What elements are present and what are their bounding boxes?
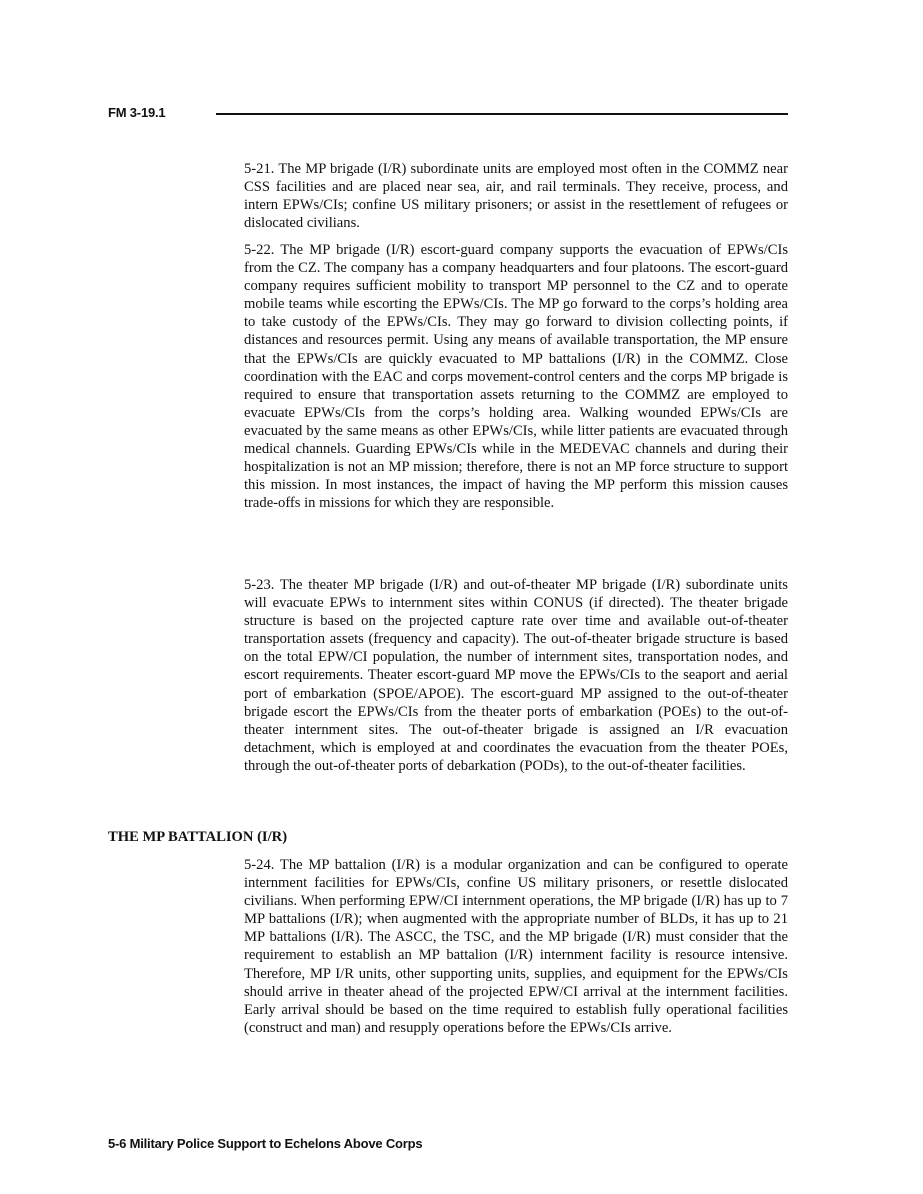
paragraph-5-21 — [244, 160, 788, 232]
paragraph-text: 5-24. The MP battalion (I/R) is a modular organization and can be configured to operate internment facilities for EPWs/CIs, confine US military prisoners, or resettle dislocated civilians. When performing EPW/CI internment operations, the MP brigade (I/R) has up to 7 MP battalions (I/R); when augmented with the appropriate number of BLDs, it has up to 21 MP battalions (I/R). The ASCC, the TSC, and the MP brigade (I/R) must consider that the requirement to establish an MP battalion (I/R) internment facility is resource intensive. Therefore, MP I/R units, other supporting units, supplies, and equipment for the EPWs/CIs should arrive in theater ahead of the projected EPW/CI arrival at the internment facilities. Early arrival should be based on the time required to establish fully operational facilities (construct and man) and resupply operations before the EPWs/CIs arrive. — [244, 857, 788, 1036]
paragraph-5-23 — [244, 576, 788, 775]
document-id: FM 3-19.1 — [108, 105, 166, 120]
paragraph-text: 5-22. The MP brigade (I/R) escort-guard company supports the evacuation of EPWs/CIs from the CZ. The company has a company headquarters and four platoons. The escort-guard company requires sufficient mobility to transport MP personnel to the CZ and to operate mobile teams while escorting the EPWs/CIs. The MP go forward to the corps’s holding area to take custody of the EPWs/CIs. They may go forward to division collecting points, if distances and resources permit. Using any means of available transportation, the MP ensure that the EPWs/CIs are quickly evacuated to MP battalions (I/R) in the COMMZ. Close coordination with the EAC and corps movement-control centers and the corps MP brigade is required to ensure that transportation assets returning to the COMMZ are employed to evacuate EPWs/CIs from the corps’s holding area. Walking wounded EPWs/CIs are evacuated by the same means as other EPWs/CIs, while litter patients are evacuated through medical channels. Guarding EPWs/CIs while in the MEDEVAC channels and during their hospitalization is not an MP mission; therefore, there is not an MP force structure to support this mission. In most instances, the impact of having the MP perform this mission causes trade-offs in missions for which they are responsible. — [244, 242, 788, 512]
paragraph-text: 5-23. The theater MP brigade (I/R) and out-of-theater MP brigade (I/R) subordinate units will evacuate EPWs to internment sites within CONUS (if directed). The theater brigade structure is based on the projected capture rate over time and available out-of-theater transportation assets (frequency and capacity). The out-of-theater brigade structure is based on the total EPW/CI population, the number of internment sites, transportation nodes, and escort requirements. Theater escort-guard MP move the EPWs/CIs to the seaport and aerial port of embarkation (SPOE/APOE). The escort-guard MP assigned to the out-of-theater brigade escort the EPWs/CIs from the theater ports of embarkation (POEs) to the out-of-theater internment sites. The out-of-theater brigade is assigned an I/R evacuation detachment, which is employed at and coordinates the evacuation from the theater POEs, through the out-of-theater ports of debarkation (PODs), to the out-of-theater facilities. — [244, 577, 788, 774]
page-footer: 5-6 Military Police Support to Echelons Above Corps — [108, 1136, 423, 1151]
paragraph-text: 5-21. The MP brigade (I/R) subordinate units are employed most often in the COMMZ near CSS facilities and are placed near sea, air, and rail terminals. They receive, process, and intern EPWs/CIs; confine US military prisoners; or assist in the resettlement of refugees or dislocated civilians. — [244, 161, 788, 232]
header-rule — [216, 113, 788, 115]
paragraph-5-22 — [244, 241, 788, 512]
section-heading: THE MP BATTALION (I/R) — [108, 829, 288, 845]
paragraph-5-24 — [244, 856, 788, 1037]
